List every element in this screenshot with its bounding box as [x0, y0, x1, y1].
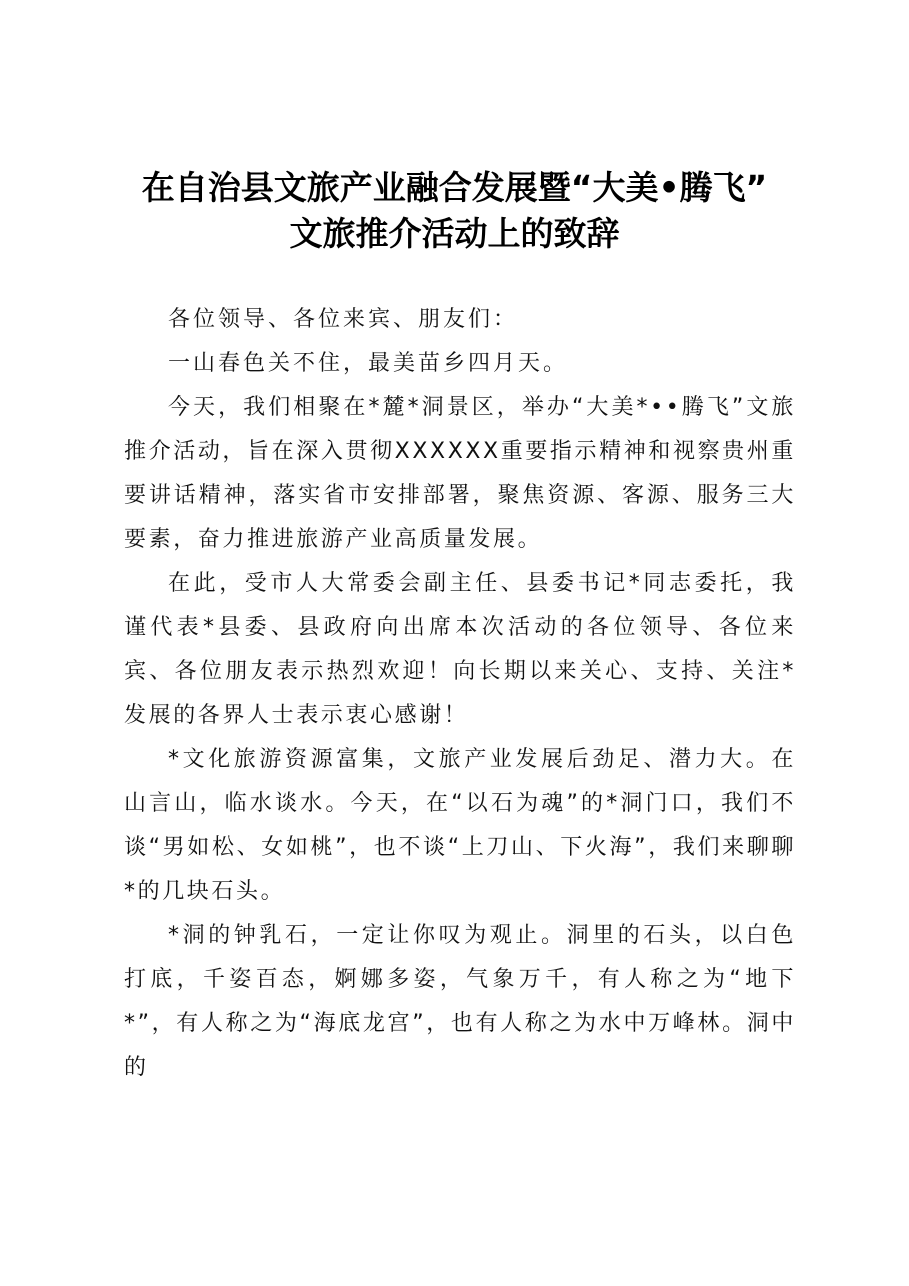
salutation-paragraph: 各位领导、各位来宾、朋友们：: [168, 307, 519, 332]
body-paragraph-3: *文化旅游资源富集，文旅产业发展后劲足、潜力大。在山言山，临水谈水。今天，在“以石为魂”的*洞门口，我们不谈“男如松、女如桃”，也不谈“上刀山、下火海”，我们来聊聊*的几块石头。: [124, 747, 796, 904]
opening-line-paragraph: 一山春色关不住，最美苗乡四月天。: [168, 351, 569, 376]
body-paragraph-4: *洞的钟乳石，一定让你叹为观止。洞里的石头，以白色打底，千姿百态，婀娜多姿，气象万千，有人称之为“地下*”，有人称之为“海底龙宫”，也有人称之为水中万峰林。洞中的: [124, 923, 796, 1080]
document-title-line-2: 文旅推介活动上的致辞: [289, 214, 620, 253]
document-title-line-1: 在自治县文旅产业融合发展暨“大美•腾飞”: [141, 168, 768, 207]
body-paragraph-2: 在此，受市人大常委会副主任、县委书记*同志委托，我谨代表*县委、县政府向出席本次活动的各位领导、各位来宾、各位朋友表示热烈欢迎！向长期以来关心、支持、关注*发展的各界人士表示衷心感谢！: [124, 571, 796, 728]
body-paragraph-1: 今天，我们相聚在*麓*洞景区，举办“大美*••腾飞”文旅推介活动，旨在深入贯彻XXXXXX重要指示精神和视察贵州重要讲话精神，落实省市安排部署，聚焦资源、客源、服务三大要素，奋力推进旅游产业高质量发展。: [124, 395, 796, 552]
document-body: [124, 298, 796, 1090]
